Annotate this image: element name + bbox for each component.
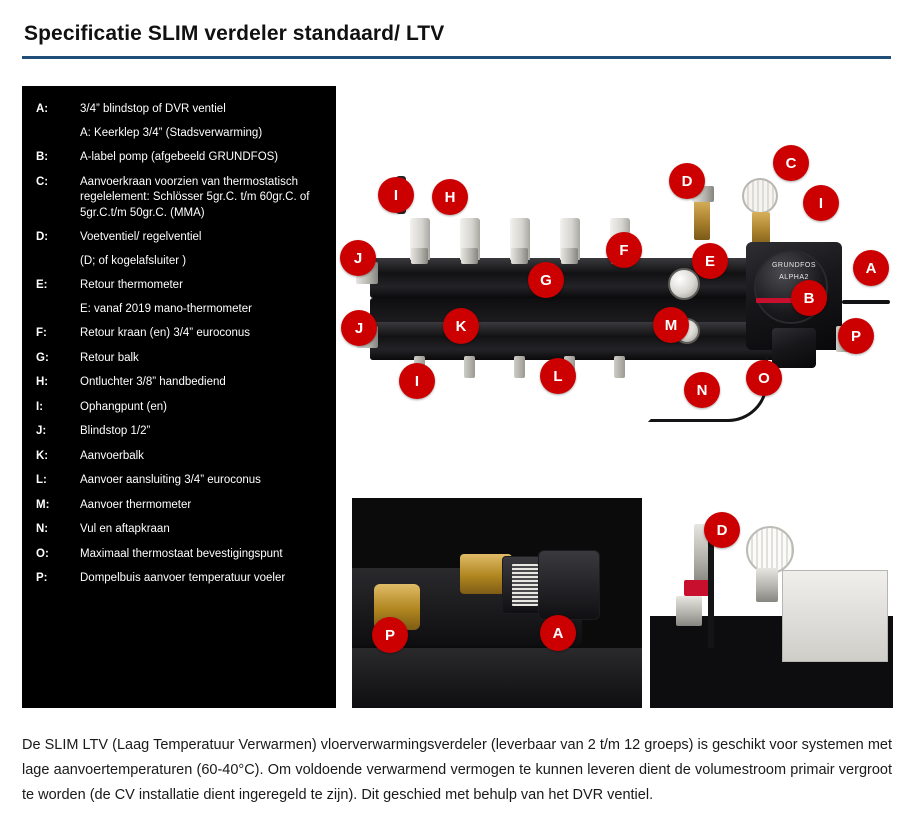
legend-key: L: bbox=[36, 474, 47, 486]
callout-marker-j-lower[interactable]: J bbox=[341, 310, 377, 346]
detail-photo-voetventiel bbox=[650, 498, 893, 708]
callout-marker-k[interactable]: K bbox=[443, 308, 479, 344]
legend-row bbox=[36, 516, 322, 538]
legend-panel bbox=[22, 86, 336, 708]
legend-text: A: Keerklep 3/4” (Stadsverwarming) bbox=[80, 126, 263, 139]
photo-foreground bbox=[352, 648, 642, 708]
callout-marker-o[interactable]: O bbox=[746, 360, 782, 396]
legend-key: D: bbox=[36, 231, 49, 243]
legend-text: Retour kraan (en) 3/4” euroconus bbox=[80, 327, 251, 339]
valve-cap bbox=[538, 550, 600, 620]
legend-text: Aanvoer thermometer bbox=[80, 498, 192, 511]
legend-row bbox=[36, 394, 322, 416]
legend-key: M: bbox=[36, 498, 50, 511]
legend-text: Ophangpunt (en) bbox=[80, 400, 167, 413]
legend-text: Blindstop 1/2” bbox=[80, 425, 151, 437]
legend-row bbox=[36, 443, 322, 465]
legend-key: K: bbox=[36, 449, 49, 462]
description-paragraph: De SLIM LTV (Laag Temperatuur Verwarmen) vloerverwarmingsverdeler (leverbaar van 2 t/m 12 groeps) is geschikt voor systemen met lage aanvoertemperaturen (60-40°C). Om voldoende verwarmend vermogen te kunnen leveren dient de volumestroom primair vergroot te worden (de CV installatie dient ingeregeld te zijn). Dit geschied met behulp van het DVR ventiel. bbox=[22, 737, 892, 803]
legend-key: F: bbox=[36, 327, 47, 339]
aanvoer-bar bbox=[370, 322, 790, 360]
legend-key: P: bbox=[36, 572, 48, 584]
legend-row bbox=[36, 320, 322, 342]
legend-text: Maximaal thermostaat bevestigingspunt bbox=[80, 547, 283, 560]
callout-marker-f[interactable]: F bbox=[606, 232, 642, 268]
callout-marker-h[interactable]: H bbox=[432, 179, 468, 215]
callout-marker-g[interactable]: G bbox=[528, 262, 564, 298]
legend-text: Vul en aftapkraan bbox=[80, 523, 170, 535]
detail-photo-dvr-valve bbox=[352, 498, 642, 708]
callout-marker-m[interactable]: M bbox=[653, 307, 689, 343]
callout-marker-i-bottom[interactable]: I bbox=[399, 363, 435, 399]
pump-terminal-box bbox=[772, 328, 816, 368]
legend-key: G: bbox=[36, 351, 49, 364]
legend-text: Voetventiel/ regelventiel bbox=[80, 231, 202, 243]
legend-key: H: bbox=[36, 376, 49, 388]
callout-marker-n[interactable]: N bbox=[684, 372, 720, 408]
legend-row bbox=[36, 96, 322, 118]
retour-collar bbox=[511, 248, 528, 264]
legend-row bbox=[36, 492, 322, 514]
legend-row bbox=[36, 345, 322, 367]
legend-text: 3/4” blindstop of DVR ventiel bbox=[80, 103, 226, 115]
legend-key: C: bbox=[36, 175, 49, 188]
euroconus-connector bbox=[514, 356, 525, 378]
page-title: Specificatie SLIM verdeler standaard/ LTV bbox=[24, 22, 445, 45]
valve-scale bbox=[512, 564, 538, 606]
legend-text: Ontluchter 3/8” handbediend bbox=[80, 376, 226, 388]
callout-marker-p-detail[interactable]: P bbox=[372, 617, 408, 653]
legend-row bbox=[36, 541, 322, 563]
legend-row bbox=[36, 467, 322, 489]
legend-row bbox=[36, 296, 322, 318]
pump-brand-label: GRUNDFOS bbox=[771, 262, 817, 269]
black-pipe bbox=[708, 538, 714, 648]
legend-text: (D; of kogelafsluiter ) bbox=[80, 254, 187, 267]
legend-text: Aanvoerkraan voorzien van thermostatisch regelelement: Schlösser 5gr.C. t/m 60gr.C. of 5gr.C.t/m 50gr.C. (MMA) bbox=[80, 175, 310, 219]
callout-marker-b[interactable]: B bbox=[791, 280, 827, 316]
power-cable bbox=[842, 300, 890, 304]
legend-row bbox=[36, 248, 322, 270]
legend-text: Aanvoer aansluiting 3/4” euroconus bbox=[80, 474, 261, 486]
legend-row bbox=[36, 565, 322, 587]
legend-text: Aanvoerbalk bbox=[80, 449, 144, 462]
legend-key: B: bbox=[36, 151, 49, 163]
legend-key: O: bbox=[36, 547, 49, 560]
legend-key: I: bbox=[36, 400, 44, 413]
callout-marker-d-detail[interactable]: D bbox=[704, 512, 740, 548]
callout-marker-j-upper[interactable]: J bbox=[340, 240, 376, 276]
title-divider bbox=[22, 56, 891, 59]
thermostatic-valve bbox=[742, 178, 778, 214]
legend-row bbox=[36, 224, 322, 246]
legend-text: Dompelbuis aanvoer temperatuur voeler bbox=[80, 572, 286, 584]
legend-row bbox=[36, 272, 322, 294]
callout-marker-d[interactable]: D bbox=[669, 163, 705, 199]
legend-text: Retour balk bbox=[80, 351, 139, 364]
voetventiel-body bbox=[676, 596, 702, 626]
legend-row bbox=[36, 169, 322, 222]
callout-marker-p-main[interactable]: P bbox=[838, 318, 874, 354]
legend-key: E: bbox=[36, 279, 48, 291]
callout-marker-i-right[interactable]: I bbox=[803, 185, 839, 221]
callout-marker-c[interactable]: C bbox=[773, 145, 809, 181]
legend-row bbox=[36, 144, 322, 166]
euroconus-connector bbox=[614, 356, 625, 378]
retour-thermometer bbox=[668, 268, 700, 300]
legend-row bbox=[36, 369, 322, 391]
manifold-backplate bbox=[370, 298, 790, 322]
callout-marker-e[interactable]: E bbox=[692, 243, 728, 279]
legend-key: J: bbox=[36, 425, 47, 437]
retour-collar bbox=[461, 248, 478, 264]
insulation-box bbox=[782, 570, 888, 662]
callout-marker-a-detail[interactable]: A bbox=[540, 615, 576, 651]
retour-collar bbox=[411, 248, 428, 264]
legend-text: A-label pomp (afgebeeld GRUNDFOS) bbox=[80, 151, 279, 163]
pump-model-label: ALPHA2 bbox=[779, 274, 809, 281]
legend-text: Retour thermometer bbox=[80, 279, 183, 291]
legend-key: A: bbox=[36, 103, 49, 115]
euroconus-connector bbox=[464, 356, 475, 378]
callout-marker-i-top[interactable]: I bbox=[378, 177, 414, 213]
legend-row bbox=[36, 120, 322, 142]
legend-key: N: bbox=[36, 523, 49, 535]
thermostatic-head bbox=[746, 526, 794, 574]
retour-collar bbox=[561, 248, 578, 264]
valve-body bbox=[756, 568, 778, 602]
legend-text: E: vanaf 2019 mano-thermometer bbox=[80, 302, 252, 315]
voetventiel bbox=[694, 200, 710, 240]
legend-row bbox=[36, 418, 322, 440]
callout-marker-a[interactable]: A bbox=[853, 250, 889, 286]
callout-marker-l[interactable]: L bbox=[540, 358, 576, 394]
